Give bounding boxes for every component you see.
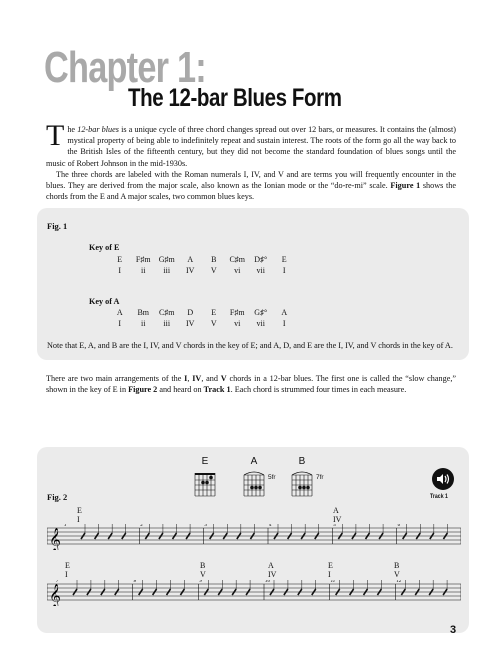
key-a-chord-6: G♯° bbox=[254, 308, 268, 317]
drop-cap: T bbox=[46, 119, 65, 152]
row2-chord-e: E I bbox=[65, 561, 70, 579]
measure-number: 9 bbox=[199, 580, 202, 584]
chord-diagram-a-name: A bbox=[250, 456, 258, 467]
chord-diagram-b-name: B bbox=[298, 456, 306, 467]
treble-clef-icon: 𝄞 bbox=[49, 583, 61, 606]
chord-diagram-b bbox=[290, 469, 314, 497]
paragraph-1: The 12-bar blues is a unique cycle of three chord changes spread out over 12 bars, or measures. It contains the (almost) mystical property of being able to indefinitely repeat and sustain interest. The roots of the form go all the way back to the British Isles of the fifteenth century, but they did not become the standard foundation of blues songs until the music of Robert Johnson in the mid-1930s. bbox=[46, 119, 456, 168]
paragraph-2: The three chords are labeled with the Roman numerals I, IV, and V and are terms you will frequently encounter in the blues. They are derived from the major scale, also known as the Ionian mode or the “do-re-mi” scale. Figure 1 shows the chords from the E and A major scales, two common blues keys. bbox=[46, 169, 456, 202]
key-of-a-chords bbox=[108, 308, 296, 317]
chord-diagram-e-name: E bbox=[201, 456, 209, 467]
measure-number: 1 bbox=[64, 524, 67, 528]
key-a-chord-4: E bbox=[211, 308, 217, 317]
key-e-numeral-5: vi bbox=[234, 266, 241, 275]
chord-diagram-e bbox=[193, 469, 217, 497]
paragraph-3: There are two main arrangements of the I, IV, and V chords in a 12-bar blues. The first one is called the “slow change,” shown in the key of E in Figure 2 and heard on Track 1. Each chord is strummed four times in each measure. bbox=[46, 374, 457, 395]
track-label: Track 1 bbox=[430, 493, 448, 500]
measure-number: 2 bbox=[140, 524, 143, 528]
key-e-chord-2: G♯m bbox=[158, 255, 175, 264]
chord-diagram-a-fret: 5fr bbox=[268, 474, 276, 481]
key-e-chord-6: D♯° bbox=[254, 255, 268, 264]
key-a-chord-7: A bbox=[281, 308, 288, 317]
key-e-chord-5: C♯m bbox=[229, 255, 246, 264]
key-a-numeral-5: vi bbox=[234, 319, 241, 328]
key-a-chord-5: F♯m bbox=[229, 308, 245, 317]
row2-chord-b: B V bbox=[200, 561, 206, 579]
key-e-chord-0: E bbox=[117, 255, 123, 264]
figure-2-ref: Figure 2 bbox=[128, 385, 158, 395]
measure-number: 6 bbox=[397, 524, 401, 528]
chord-diagram-a bbox=[242, 469, 266, 497]
key-e-chord-1: F♯m bbox=[135, 255, 151, 264]
intro-text bbox=[46, 119, 456, 202]
row2-chord-b-2: B V bbox=[394, 561, 400, 579]
key-of-e-chords bbox=[108, 255, 296, 264]
row2-chord-a: A IV bbox=[268, 561, 277, 579]
staff-row-2 bbox=[47, 580, 461, 606]
measure-number: 7 bbox=[56, 580, 59, 584]
speaker-icon[interactable] bbox=[432, 468, 454, 490]
key-a-chord-3: D bbox=[187, 308, 194, 317]
key-a-numeral-1: ii bbox=[141, 319, 146, 328]
row1-chord-e: E I bbox=[77, 506, 82, 524]
staff-row-1 bbox=[47, 524, 461, 550]
track-1-ref: Track 1 bbox=[203, 385, 231, 395]
measure-number: 11 bbox=[330, 580, 336, 584]
measure-number: 5 bbox=[333, 524, 336, 528]
figure-1-label: Fig. 1 bbox=[47, 221, 68, 231]
key-a-numeral-3: IV bbox=[186, 319, 195, 328]
key-e-chord-3: A bbox=[187, 255, 194, 264]
measure-number: 10 bbox=[265, 580, 270, 584]
key-a-numeral-0: I bbox=[118, 319, 122, 328]
treble-clef-icon: 𝄞 bbox=[49, 527, 61, 550]
key-of-e-label: Key of E bbox=[89, 243, 120, 252]
key-e-numeral-2: iii bbox=[163, 266, 171, 275]
figure-2-label: Fig. 2 bbox=[47, 492, 68, 502]
key-e-chord-4: B bbox=[211, 255, 217, 264]
chapter-number: Chapter 1: bbox=[44, 43, 206, 92]
figure-1-panel bbox=[37, 208, 469, 360]
key-e-numeral-1: ii bbox=[141, 266, 146, 275]
key-e-numeral-4: V bbox=[210, 266, 217, 275]
key-of-a-numerals bbox=[108, 319, 296, 328]
key-e-numeral-3: IV bbox=[186, 266, 195, 275]
key-e-numeral-0: I bbox=[118, 266, 122, 275]
key-e-numeral-6: vii bbox=[256, 266, 265, 275]
row2-chord-e-2: E I bbox=[328, 561, 333, 579]
speaker-glyph bbox=[432, 468, 454, 490]
key-a-numeral-6: vii bbox=[256, 319, 265, 328]
key-a-numeral-7: I bbox=[282, 319, 286, 328]
measure-number: 8 bbox=[133, 580, 137, 584]
figure-1-note: Note that E, A, and B are the I, IV, and V chords in the key of E; and A, D, and E are the I, IV, and V chords in the key of A. bbox=[47, 341, 453, 350]
key-of-a-label: Key of A bbox=[89, 297, 120, 306]
key-a-chord-1: Bm bbox=[137, 308, 150, 317]
page-number: 3 bbox=[450, 624, 457, 636]
key-a-chord-2: C♯m bbox=[158, 308, 175, 317]
term-12-bar-blues: 12-bar blues bbox=[77, 125, 119, 134]
key-a-numeral-2: iii bbox=[163, 319, 171, 328]
chord-diagram-b-fret: 7fr bbox=[316, 474, 324, 481]
row1-chord-a: A IV bbox=[333, 506, 342, 524]
measure-number: 4 bbox=[269, 524, 272, 528]
key-a-numeral-4: V bbox=[210, 319, 217, 328]
measure-number: 3 bbox=[204, 524, 208, 528]
key-e-chord-7: E bbox=[281, 255, 287, 264]
key-a-chord-0: A bbox=[116, 308, 123, 317]
figure-1-ref: Figure 1 bbox=[390, 181, 421, 191]
chapter-title: The 12-bar Blues Form bbox=[128, 84, 342, 112]
measure-number: 12 bbox=[396, 580, 402, 584]
key-e-numeral-7: I bbox=[282, 266, 286, 275]
key-of-e-numerals bbox=[108, 266, 296, 275]
